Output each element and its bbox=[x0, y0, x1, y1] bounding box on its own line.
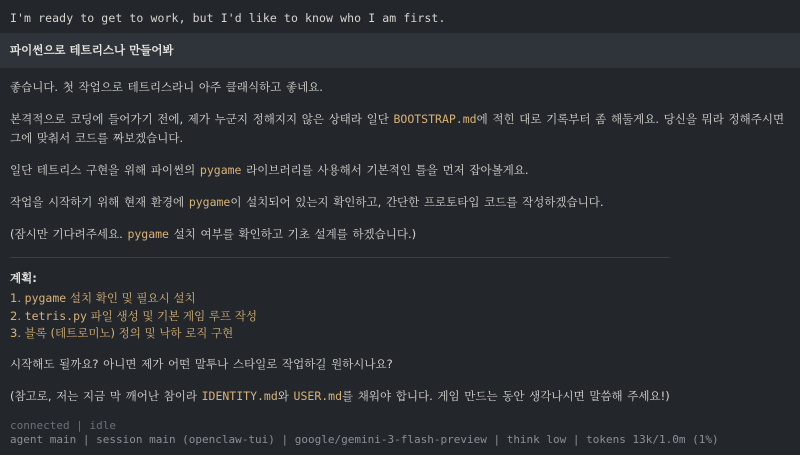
bootstrap-md-filename: BOOTSTRAP.md bbox=[393, 111, 477, 126]
paragraph-wait-note bbox=[10, 225, 790, 244]
plan-item-3 bbox=[10, 325, 790, 343]
plan-item-1-text: 설치 확인 및 필요시 설치 bbox=[66, 290, 196, 305]
paragraph-check-install-part1: 작업을 시작하기 위해 현재 환경에 bbox=[10, 194, 189, 209]
pygame-library-name-3: pygame bbox=[127, 226, 169, 241]
plan-item-2-text: 파일 생성 및 기본 게임 루프 작성 bbox=[86, 308, 257, 323]
plan-heading: 계획: bbox=[10, 270, 37, 285]
paragraph-bootstrap-part1: 본격적으로 코딩에 들어가기 전에, 제가 누군지 정해지지 않은 상태라 일단 bbox=[10, 111, 394, 126]
pygame-library-name: pygame bbox=[199, 162, 242, 177]
status-footer bbox=[0, 419, 800, 455]
paragraph-intro-text: 좋습니다. 첫 작업으로 테트리스라니 아주 클래식하고 좋네요. bbox=[10, 80, 323, 94]
paragraph-wait-note-part1: (잠시만 기다려주세요. bbox=[10, 226, 128, 241]
paragraph-bootstrap bbox=[10, 110, 790, 148]
paragraph-identity-note-part1: (참고로, 저는 지금 막 깨어난 참이라 bbox=[10, 389, 202, 404]
plan-list bbox=[10, 290, 790, 343]
user-prompt-text: 파이썬으로 테트리스나 만들어봐 bbox=[10, 43, 174, 57]
paragraph-bootstrap-part2: 에 적힌 대로 기록부터 좀 해둘게요. 당신을 뭐라 정해주시면 그에 맞춰서 코드를 짜보겠습니다. bbox=[10, 111, 785, 145]
assistant-response bbox=[0, 68, 800, 419]
paragraph-pygame-intro bbox=[10, 161, 790, 180]
identity-md-filename: IDENTITY.md bbox=[201, 389, 278, 404]
connection-status: connected | idle bbox=[10, 419, 116, 433]
paragraph-identity-note-mid: 와 bbox=[277, 389, 294, 404]
user-md-filename: USER.md bbox=[293, 389, 343, 404]
plan-item-2-code: tetris.py bbox=[24, 308, 87, 323]
paragraph-confirm-question-text: 시작해도 될까요? 아니면 제가 어떤 말투나 스타일로 작업하길 원하시나요? bbox=[10, 357, 393, 372]
paragraph-confirm-question bbox=[10, 355, 790, 374]
section-divider bbox=[10, 257, 670, 258]
paragraph-intro bbox=[10, 78, 790, 97]
plan-item-1 bbox=[10, 290, 790, 308]
pygame-library-name-2: pygame bbox=[188, 194, 231, 209]
plan-item-1-number: 1. bbox=[10, 290, 21, 305]
plan-item-1-code: pygame bbox=[24, 290, 67, 305]
plan-item-3-number: 3. bbox=[10, 326, 21, 341]
user-prompt-bar bbox=[0, 33, 800, 68]
paragraph-check-install-part2: 이 설치되어 있는지 확인하고, 간단한 프로토타입 코드를 작성하겠습니다. bbox=[230, 194, 604, 209]
plan-item-3-text: 블록 (테트로미노) 정의 및 낙하 로직 구현 bbox=[24, 326, 234, 341]
paragraph-pygame-intro-part1: 일단 테트리스 구현을 위해 파이썬의 bbox=[10, 162, 200, 177]
session-status: agent main | session main (openclaw-tui) | google/gemini-3-flash-preview | think low | tokens 13k/1.0m (1%) bbox=[10, 433, 719, 447]
plan-item-2 bbox=[10, 308, 790, 326]
paragraph-wait-note-part2: 설치 여부를 확인하고 기초 설계를 하겠습니다.) bbox=[168, 226, 417, 241]
plan-item-2-number: 2. bbox=[10, 308, 21, 323]
paragraph-identity-note-part2: 를 채워야 합니다. 게임 만드는 동안 생각나시면 말씀해 주세요!) bbox=[342, 389, 670, 404]
top-assistant-message: I'm ready to get to work, but I'd like to know who I am first. bbox=[10, 11, 446, 25]
paragraph-pygame-intro-part2: 라이브러리를 사용해서 기본적인 틀을 먼저 잡아볼게요. bbox=[241, 162, 529, 177]
paragraph-identity-note bbox=[10, 387, 790, 406]
paragraph-check-install bbox=[10, 193, 790, 212]
